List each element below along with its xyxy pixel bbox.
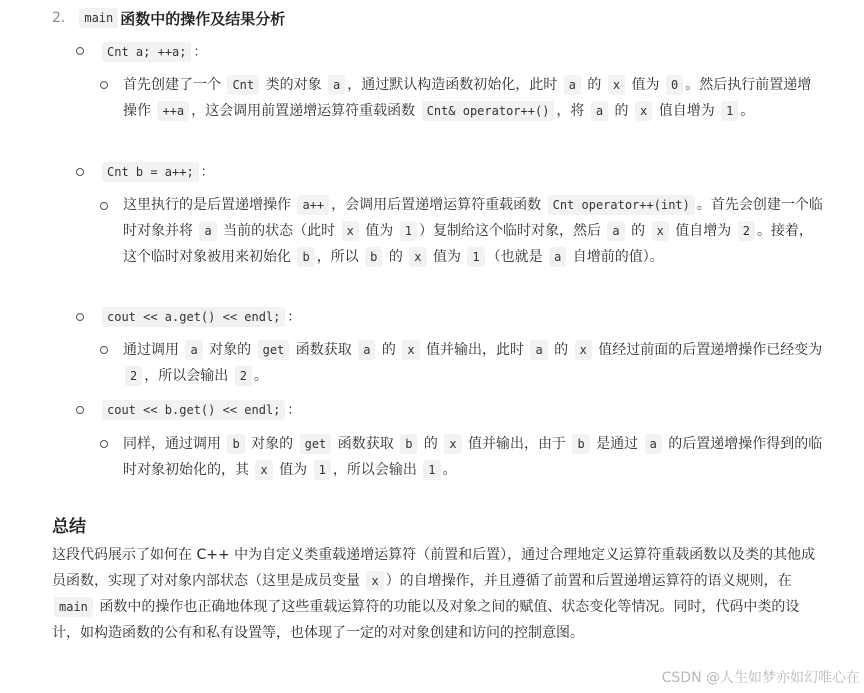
inline-code: b: [227, 434, 244, 454]
text-run: 。接着，这个临时对象被用来初始化: [123, 223, 813, 265]
inline-code: Cnt b = a++;: [102, 162, 199, 182]
text-run: 是通过: [591, 436, 643, 452]
text-run: 值并输出，由于: [463, 436, 571, 452]
inline-code: b: [365, 247, 382, 267]
inline-code: Cnt operator++(int): [548, 195, 695, 215]
list-item-title: [100, 400, 300, 421]
colon: ：: [287, 403, 301, 418]
list-item-title: [100, 307, 300, 328]
section-heading: [52, 8, 285, 28]
text-run: 。然后执行前置递增操作: [123, 77, 812, 119]
inline-code: Cnt a; ++a;: [102, 42, 191, 62]
text-run: 的: [377, 342, 401, 358]
text-run: 的: [626, 223, 650, 239]
text-run: ，会调用后置递增运算符重载函数: [331, 197, 546, 213]
text-run: 值为: [274, 462, 312, 478]
list-item-detail: [123, 72, 823, 124]
inline-code: main: [54, 597, 93, 617]
inline-code: a: [199, 221, 216, 241]
text-run: 对象的: [246, 436, 298, 452]
inline-code: 0: [666, 75, 683, 95]
inline-code: a: [549, 247, 566, 267]
heading-text: 函数中的操作及结果分析: [120, 9, 286, 28]
text-run: ，所以会输出: [332, 462, 422, 478]
inline-code: 1: [400, 221, 417, 241]
bullet-icon: [76, 168, 84, 176]
inline-code: get: [300, 434, 332, 454]
text-run: 这段代码展示了如何在 C++ 中为自定义类重载递增运算符（前置和后置），通过合理地定义运算符重载函数以及类的其他成员函数，实现了对对象内部状态（这里是成员变量: [52, 547, 816, 589]
text-run: 值自增为: [670, 223, 736, 239]
text-run: 函数获取: [291, 342, 357, 358]
inline-code-main: main: [79, 8, 118, 28]
text-run: 值经过前面的后置递增操作已经变为: [593, 342, 823, 358]
text-run: ）的自增操作，并且遵循了前置和后置递增运算符的语义规则，在: [385, 573, 792, 589]
inline-code: b: [400, 434, 417, 454]
text-run: ，这会调用前置递增运算符重载函数: [191, 103, 420, 119]
text-run: 值并输出，此时: [421, 342, 529, 358]
text-run: 同样，通过调用: [123, 436, 226, 452]
bullet-icon: [76, 47, 84, 55]
inline-code: 1: [314, 460, 331, 480]
inline-code: x: [342, 221, 359, 241]
text-run: 。首先会创建一个临时对象并将: [123, 197, 823, 239]
text-run: （也就是: [486, 249, 548, 265]
text-run: 这里执行的是后置递增操作: [123, 197, 296, 213]
list-item-detail: [123, 431, 823, 483]
text-run: 值自增为: [654, 103, 720, 119]
inline-code: Cnt: [227, 75, 259, 95]
summary-heading: 总结: [52, 517, 86, 537]
text-run: 值为: [360, 223, 398, 239]
text-run: 。: [442, 462, 457, 478]
inline-code: a: [358, 340, 375, 360]
inline-code: get: [258, 340, 290, 360]
inline-code: a: [645, 434, 662, 454]
sub-bullet-icon: [100, 440, 108, 448]
summary-paragraph: [52, 542, 822, 646]
bullet-icon: [76, 313, 84, 321]
text-run: 类的对象: [261, 77, 327, 93]
text-run: 通过调用: [123, 342, 184, 358]
text-run: ，通过默认构造函数初始化，此时: [347, 77, 562, 93]
text-run: ）复制给这个临时对象，然后: [418, 223, 606, 239]
sub-bullet-icon: [100, 202, 108, 210]
text-run: 值为: [627, 77, 665, 93]
bullet-icon: [76, 406, 84, 414]
text-run: 的: [582, 77, 606, 93]
inline-code: x: [608, 75, 625, 95]
inline-code: x: [652, 221, 669, 241]
list-item-detail: [123, 192, 823, 270]
watermark-text: CSDN @人生如梦亦如幻唯心在: [661, 670, 860, 686]
text-run: 函数获取: [333, 436, 399, 452]
inline-code: 1: [423, 460, 440, 480]
inline-code: x: [444, 434, 461, 454]
inline-code: 2: [125, 366, 142, 386]
colon: ：: [287, 310, 301, 325]
text-run: ，所以会输出: [144, 368, 233, 384]
text-run: ，所以: [316, 249, 364, 265]
inline-code: x: [635, 101, 652, 121]
inline-code: a++: [297, 195, 329, 215]
inline-code: b: [297, 247, 314, 267]
inline-code: Cnt& operator++(): [422, 101, 555, 121]
text-run: 的: [384, 249, 408, 265]
list-number: 2.: [52, 10, 66, 26]
inline-code: 1: [721, 101, 738, 121]
text-run: 的: [419, 436, 443, 452]
text-run: 的: [610, 103, 634, 119]
list-item-title: [100, 162, 214, 183]
inline-code: a: [591, 101, 608, 121]
inline-code: b: [572, 434, 589, 454]
inline-code: x: [402, 340, 419, 360]
inline-code: x: [575, 340, 592, 360]
inline-code: 2: [235, 366, 252, 386]
inline-code: a: [328, 75, 345, 95]
sub-bullet-icon: [100, 81, 108, 89]
inline-code: a: [564, 75, 581, 95]
inline-code: ++a: [157, 101, 189, 121]
inline-code: 2: [738, 221, 755, 241]
inline-code: x: [366, 571, 383, 591]
inline-code: x: [409, 247, 426, 267]
text-run: 值为: [428, 249, 466, 265]
list-item-title: [100, 42, 207, 63]
inline-code: cout << a.get() << endl;: [102, 307, 285, 327]
text-run: 。: [740, 103, 755, 119]
sub-bullet-icon: [100, 346, 108, 354]
text-run: 首先创建了一个: [123, 77, 226, 93]
text-run: 对象的: [204, 342, 256, 358]
text-run: 。: [253, 368, 268, 384]
text-run: ，将: [556, 103, 589, 119]
inline-code: 1: [467, 247, 484, 267]
inline-code: a: [607, 221, 624, 241]
inline-code: a: [185, 340, 202, 360]
colon: ：: [193, 45, 207, 60]
inline-code: a: [530, 340, 547, 360]
text-run: 自增前的值）。: [568, 249, 664, 265]
list-item-detail: [123, 337, 823, 389]
text-run: 的: [549, 342, 573, 358]
colon: ：: [200, 165, 214, 180]
text-run: 的后置递增操作得到的临时对象初始化的，其: [123, 436, 823, 478]
text-run: 当前的状态（此时: [218, 223, 340, 239]
text-run: 函数中的操作也正确地体现了这些重载运算符的功能以及对象之间的赋值、状态变化等情况。同时，代码中类的设计，如构造函数的公有和私有设置等，也体现了一定的对对象创建和访问的控制意图。: [52, 599, 800, 641]
inline-code: x: [255, 460, 272, 480]
inline-code: cout << b.get() << endl;: [102, 400, 285, 420]
